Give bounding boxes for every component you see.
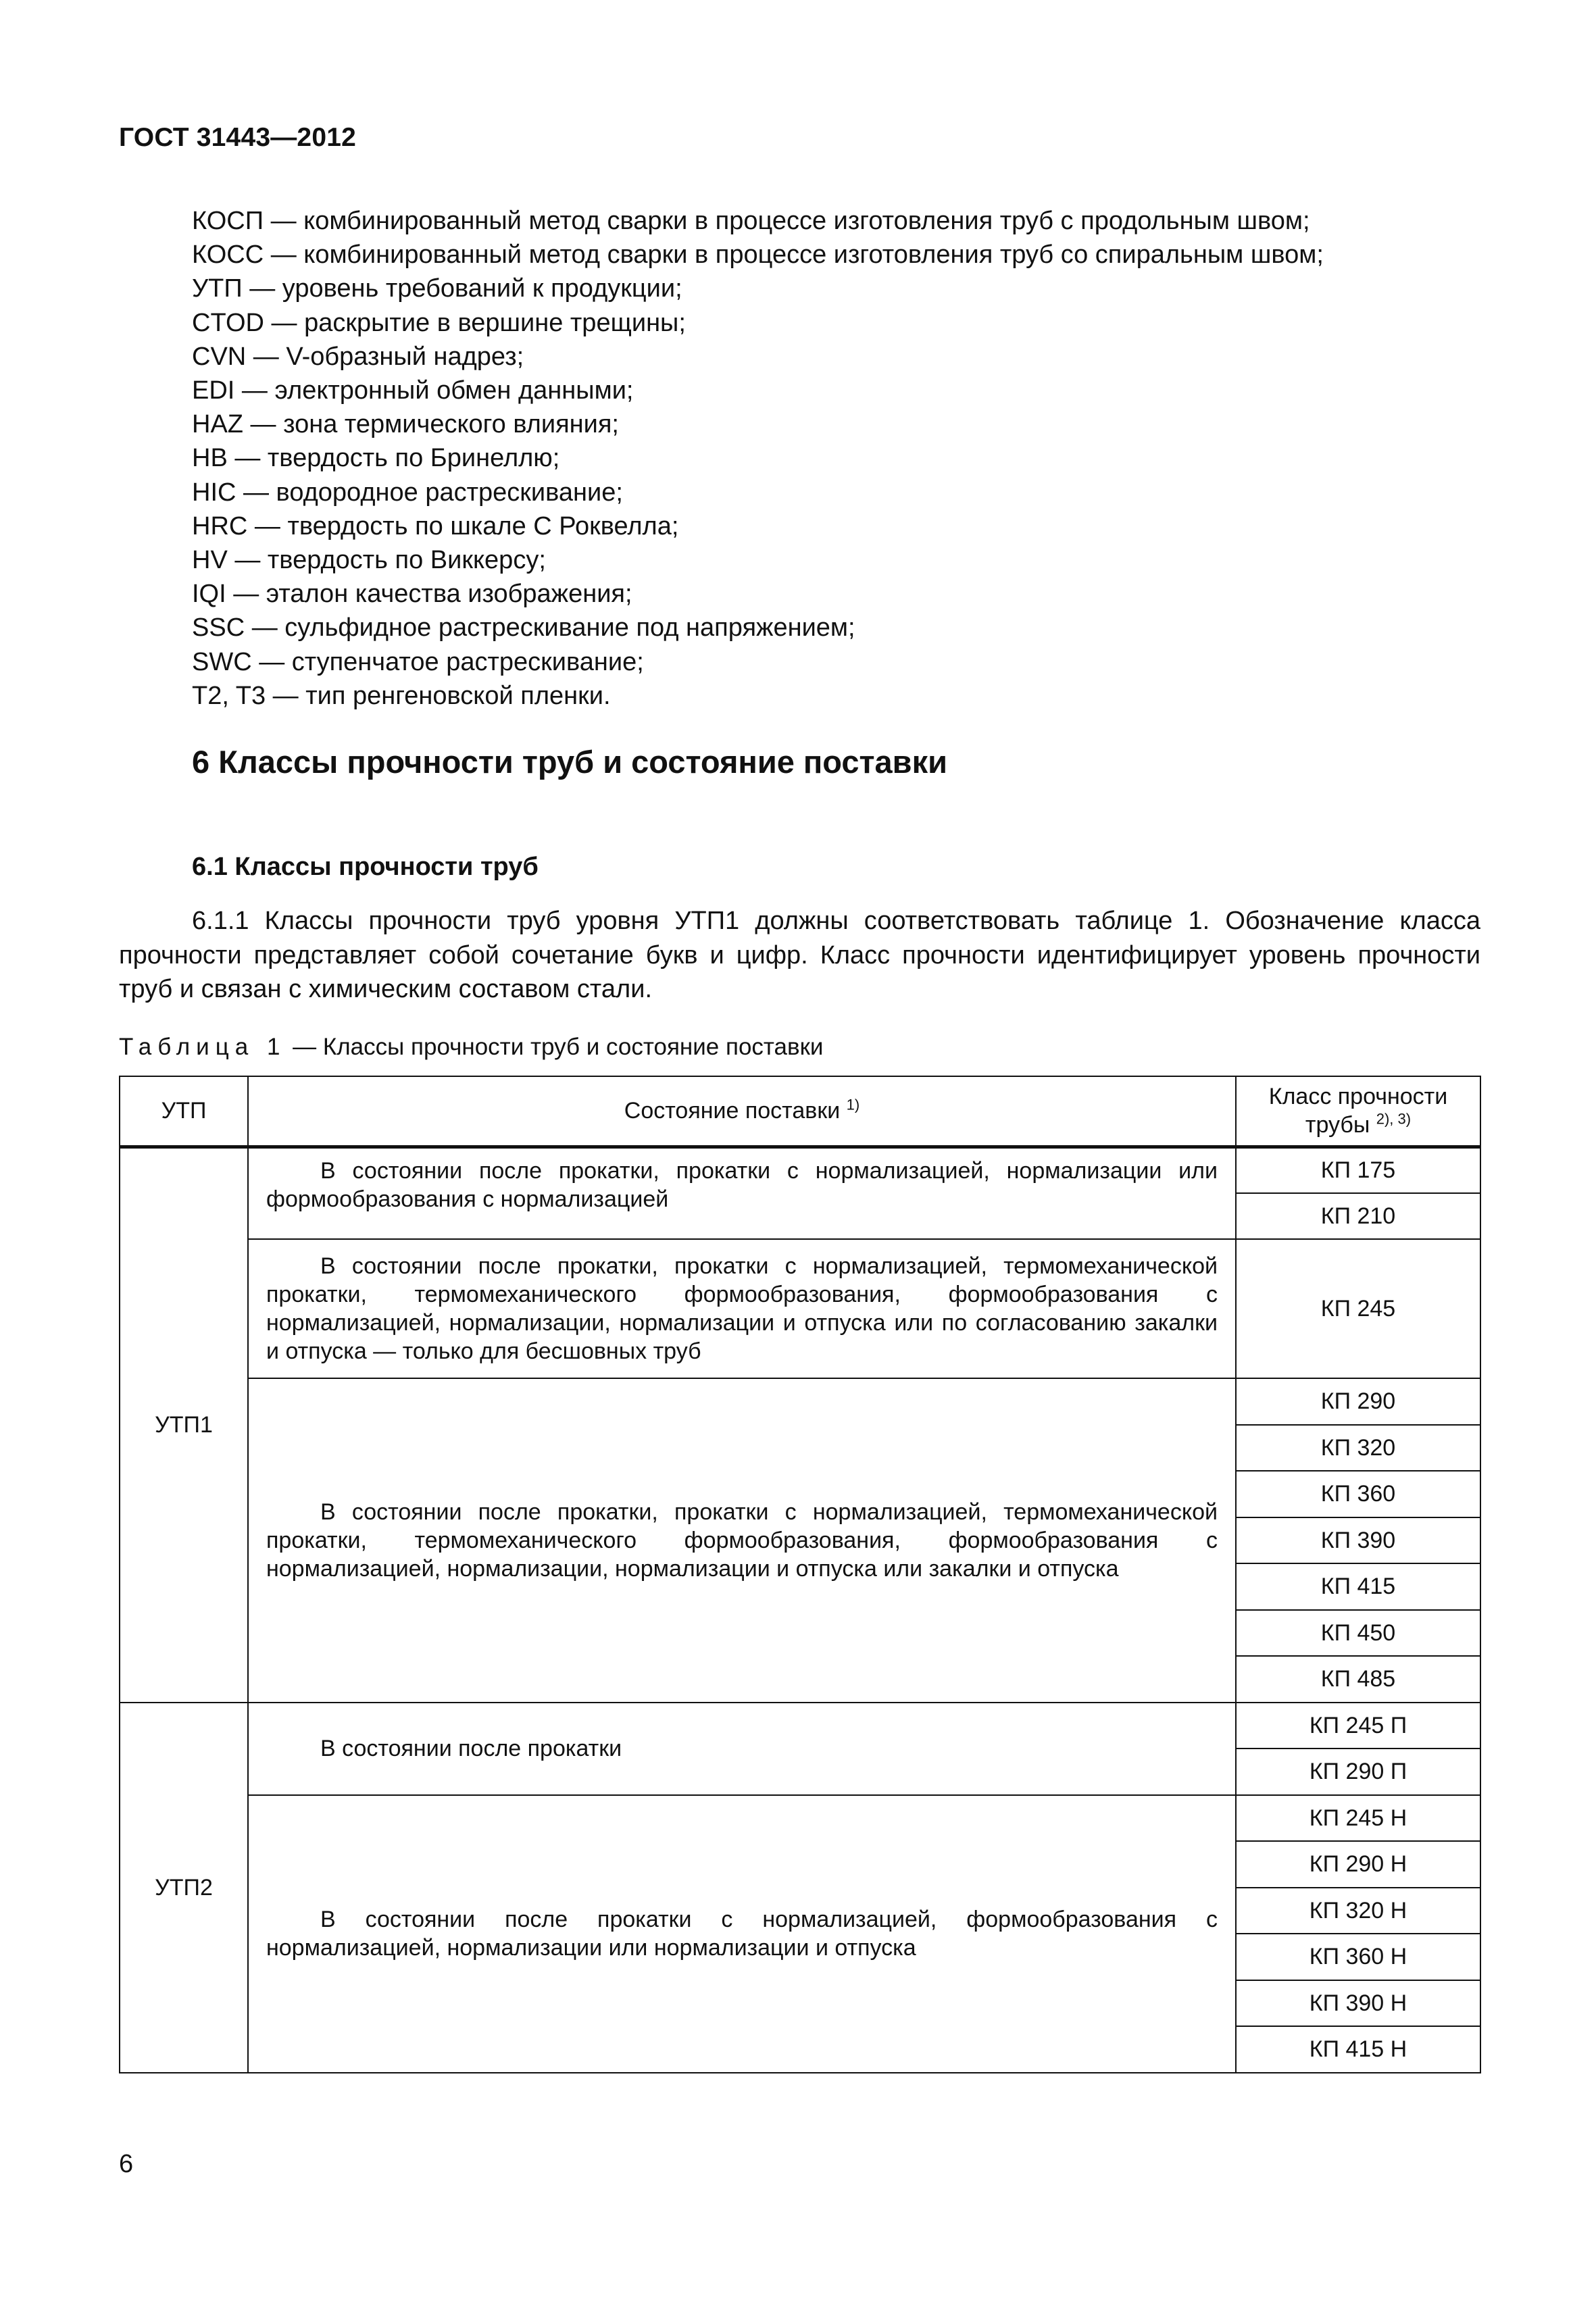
- condition-text: В состоянии после прокатки с нормализацией, формообразования с нормализацией, нормализации или нормализации и отпуска: [266, 1907, 1218, 1961]
- condition-text: В состоянии после прокатки: [320, 1736, 622, 1761]
- condition-text: В состоянии после прокатки, прокатки с нормализацией, термомеханической прокатки, термомеханического формообразования, формообразования с нормализацией, нормализации, нормализации и отпуска или закалки и отпуска: [266, 1499, 1218, 1582]
- header-condition: [248, 1076, 1236, 1147]
- abbreviation-item: HRC — твердость по шкале С Роквелла;: [192, 511, 679, 540]
- header-class-line1: Класс прочности: [1268, 1084, 1448, 1110]
- header-class: [1236, 1076, 1480, 1147]
- header-class-line2: трубы: [1305, 1112, 1370, 1138]
- class-cell: КП 245 Н: [1236, 1795, 1480, 1842]
- table-caption-text: — Классы прочности труб и состояние поставки: [286, 1034, 824, 1060]
- abbreviation-item: CVN — V-образный надрез;: [192, 342, 524, 371]
- abbreviation-item: HV — твердость по Виккерсу;: [192, 546, 546, 575]
- table-row: [120, 1239, 1480, 1378]
- abbreviation-item: EDI — электронный обмен данными;: [192, 376, 634, 405]
- class-cell: КП 320 Н: [1236, 1888, 1480, 1934]
- header-condition-label: Состояние поставки: [624, 1098, 841, 1124]
- header-utp: УТП: [120, 1076, 248, 1147]
- strength-class-table: [119, 1076, 1481, 2073]
- class-cell: КП 245: [1236, 1239, 1480, 1378]
- class-cell: КП 415: [1236, 1563, 1480, 1610]
- abbreviation-item: УТП — уровень требований к продукции;: [192, 274, 682, 303]
- condition-cell: [248, 1703, 1236, 1795]
- header-condition-footnote: 1): [846, 1096, 860, 1113]
- header-class-footnote: 2), 3): [1376, 1110, 1412, 1128]
- abbreviation-list: [192, 204, 1324, 713]
- table-caption: [119, 1034, 823, 1061]
- condition-cell: [248, 1147, 1236, 1239]
- document-header: ГОСТ 31443—2012: [119, 123, 356, 152]
- abbreviation-item: HAZ — зона термического влияния;: [192, 410, 619, 439]
- class-cell: КП 210: [1236, 1193, 1480, 1240]
- class-cell: КП 360: [1236, 1471, 1480, 1517]
- condition-cell: [248, 1239, 1236, 1378]
- abbreviation-item: HB — твердость по Бринеллю;: [192, 444, 560, 473]
- class-cell: КП 390 Н: [1236, 1980, 1480, 2027]
- abbreviation-item: IQI — эталон качества изображения;: [192, 580, 632, 609]
- abbreviation-item: T2, T3 — тип ренгеновской пленки.: [192, 681, 611, 710]
- class-cell: КП 360 Н: [1236, 1934, 1480, 1980]
- class-cell: КП 390: [1236, 1517, 1480, 1564]
- utp-cell: УТП2: [120, 1703, 248, 2073]
- condition-text: В состоянии после прокатки, прокатки с нормализацией, термомеханической прокатки, термомеханического формообразования, формообразования с нормализацией, нормализации, нормализации и отпуска или по согласованию закалки и отпуска — только для бесшовных труб: [266, 1253, 1218, 1364]
- table-row: [120, 1795, 1480, 1842]
- class-cell: КП 415 Н: [1236, 2026, 1480, 2073]
- section-title: 6 Классы прочности труб и состояние поставки: [192, 744, 947, 780]
- abbreviation-item: CTOD — раскрытие в вершине трещины;: [192, 308, 686, 337]
- table-header-row: [120, 1076, 1480, 1147]
- subsection-title: 6.1 Классы прочности труб: [192, 853, 539, 881]
- class-cell: КП 485: [1236, 1656, 1480, 1703]
- class-cell: КП 175: [1236, 1147, 1480, 1193]
- condition-text: В состоянии после прокатки, прокатки с нормализацией, нормализации или формообразования с нормализацией: [266, 1157, 1218, 1212]
- abbreviation-item: КОСП — комбинированный метод сварки в процессе изготовления труб с продольным швом;: [192, 207, 1310, 235]
- table-row: [120, 1703, 1480, 1749]
- class-cell: КП 290 П: [1236, 1749, 1480, 1795]
- class-cell: КП 320: [1236, 1425, 1480, 1472]
- abbreviation-item: КОСС — комбинированный метод сварки в процессе изготовления труб со спиральным швом;: [192, 241, 1324, 270]
- class-cell: КП 450: [1236, 1610, 1480, 1657]
- table-caption-label: Таблица 1: [119, 1034, 286, 1060]
- abbreviation-item: SSC — сульфидное растрескивание под напряжением;: [192, 613, 855, 643]
- table-row: [120, 1378, 1480, 1425]
- page-number: 6: [119, 2150, 134, 2178]
- class-cell: КП 290: [1236, 1378, 1480, 1425]
- utp-cell: УТП1: [120, 1147, 248, 1703]
- class-cell: КП 245 П: [1236, 1703, 1480, 1749]
- condition-cell: [248, 1795, 1236, 2073]
- condition-cell: [248, 1378, 1236, 1703]
- body-paragraph: 6.1.1 Классы прочности труб уровня УТП1 должны соответствовать таблице 1. Обозначение класса прочности представляет собой сочетание букв и цифр. Класс прочности идентифицирует уровень прочности труб и связан с химическим составом стали.: [119, 907, 1480, 1003]
- abbreviation-item: SWC — ступенчатое растрескивание;: [192, 647, 644, 676]
- abbreviation-item: HIC — водородное растрескивание;: [192, 478, 623, 507]
- table-row: [120, 1147, 1480, 1193]
- class-cell: КП 290 Н: [1236, 1841, 1480, 1888]
